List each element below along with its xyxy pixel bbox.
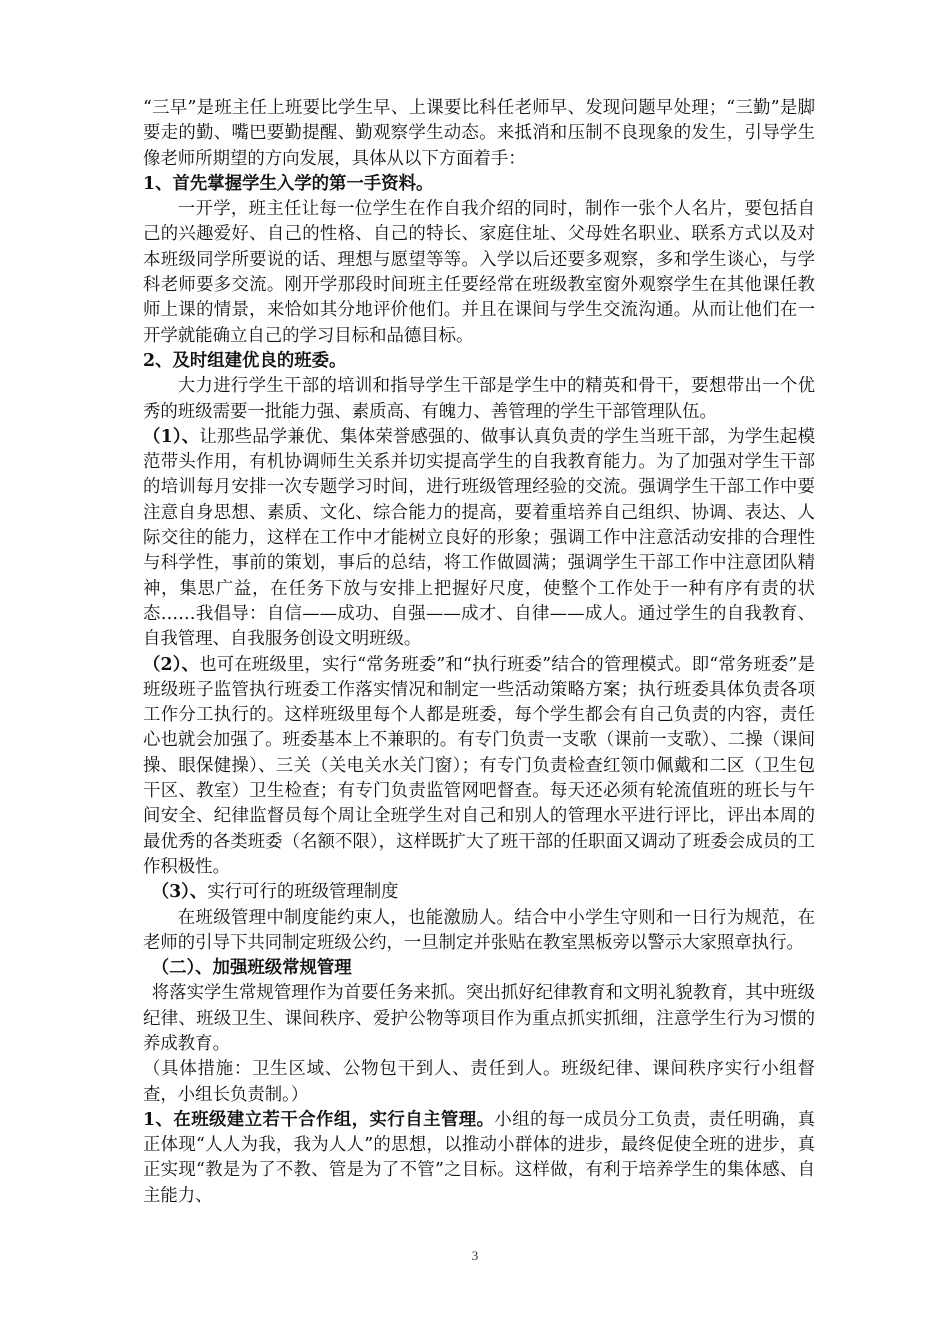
list-item-1 (143, 425, 815, 653)
paragraph-groups-text: 小组的每一成员分工负责，责任明确，真正体现“人人为我，我为人人”的思想，以推动小群体的进步，最终促使全班的进步，真正实现“教是为了不教、管是为了不管”之目标。这样做，有利于培养学生的集体感、自主能力、 (143, 1109, 815, 1206)
paragraph-groups (143, 1108, 815, 1209)
list-item-3-text: 实行可行的班级管理制度 (207, 882, 399, 903)
paragraph-class-committee: 大力进行学生干部的培训和指导学生干部是学生中的精英和骨干，要想带出一个优秀的班级需要一批能力强、素质高、有魄力、善管理的学生干部管理队伍。 (143, 376, 815, 422)
list-item-2-label: （2）、 (143, 654, 200, 675)
document-page (143, 96, 815, 1209)
section-heading-4: 1、在班级建立若干合作组，实行自主管理。 (143, 1109, 495, 1130)
list-item-2 (143, 653, 815, 881)
list-item-3-label: （3）、 (151, 882, 208, 903)
paragraph-routine: 将落实学生常规管理作为首要任务来抓。突出抓好纪律教育和文明礼貌教育，其中班级纪律、班级卫生、课间秩序、爱护公物等项目作为重点抓实抓细，注意学生行为习惯的养成教育。 (143, 983, 815, 1054)
paragraph-student-info: 一开学，班主任让每一位学生在作自我介绍的同时，制作一张个人名片，要包括自己的兴趣爱好、自己的性格、自己的特长、家庭住址、父母姓名职业、联系方式以及对本班级同学所要说的话、理想与愿望等等。入学以后还要多观察，多和学生谈心，与学科老师要多交流。刚开学那段时间班主任要经常在班级教室窗外观察学生在其他课任教师上课的情景，来恰如其分地评价他们。并且在课间与学生交流沟通。从而让他们在一开学就能确立自己的学习目标和品德目标。 (143, 199, 815, 346)
list-item-1-text: 让那些品学兼优、集体荣誉感强的、做事认真负责的学生当班干部，为学生起模范带头作用，有机协调师生关系并切实提高学生的自我教育能力。为了加强对学生干部的培训每月安排一次专题学习时间，进行班级管理经验的交流。强调学生干部工作中要注意自身思想、素质、文化、综合能力的提高，要着重培养自己组织、协调、表达、人际交往的能力，这样在工作中才能树立良好的形象；强调工作中注意活动安排的合理性与科学性，事前的策划，事后的总结，将工作做圆满；强调学生干部工作中注意团队精神，集思广益，在任务下放与安排上把握好尺度，使整个工作处于一种有序有责的状态……我倡导：自信——成功、自强——成才、自律——成人。通过学生的自我教育、自我管理、自我服务创设文明班级。 (143, 426, 815, 650)
list-item-2-text: 也可在班级里，实行“常务班委”和“执行班委”结合的管理模式。即“常务班委”是班级班子监管执行班委工作落实情况和制定一些活动策略方案；执行班委具体负责各项工作分工执行的。这样班级里每个人都是班委，每个学生都会有自己负责的内容，责任心也就会加强了。班委基本上不兼职的。有专门负责一支歌（课前一支歌）、二操（课间操、眼保健操）、三关（关电关水关门窗）；有专门负责检查红领巾佩戴和二区（卫生包干区、教室）卫生检查；有专门负责监管网吧督查。每天还必须有轮流值班的班长与午间安全、纪律监督员每个周让全班学生对自己和别人的管理水平进行评比，评出本周的最优秀的各类班委（名额不限），这样既扩大了班干部的任职面又调动了班委会成员的工作积极性。 (143, 654, 815, 877)
list-item-3 (143, 880, 815, 905)
list-item-1-label: （1）、 (143, 426, 200, 447)
paragraph-measures: （具体措施：卫生区域、公物包干到人、责任到人。班级纪律、课间秩序实行小组督查，小组长负责制。） (143, 1059, 815, 1105)
paragraph-rules: 在班级管理中制度能约束人，也能激励人。结合中小学生守则和一日行为规范，在老师的引导下共同制定班级公约，一旦制定并张贴在教室黑板旁以警示大家照章执行。 (143, 907, 815, 953)
intro-paragraph: “三早”是班主任上班要比学生早、上课要比科任老师早、发现问题早处理；“三勤”是脚要走的勤、嘴巴要勤提醒、勤观察学生动态。来抵消和压制不良现象的发生，引导学生像老师所期望的方向发展，具体从以下方面着手： (143, 98, 815, 169)
section-heading-3: （二）、加强班级常规管理 (151, 958, 352, 979)
section-heading-2: 2、及时组建优良的班委。 (143, 350, 347, 371)
page-number: 3 (471, 1248, 479, 1263)
section-heading-1: 1、首先掌握学生入学的第一手资料。 (143, 173, 434, 194)
